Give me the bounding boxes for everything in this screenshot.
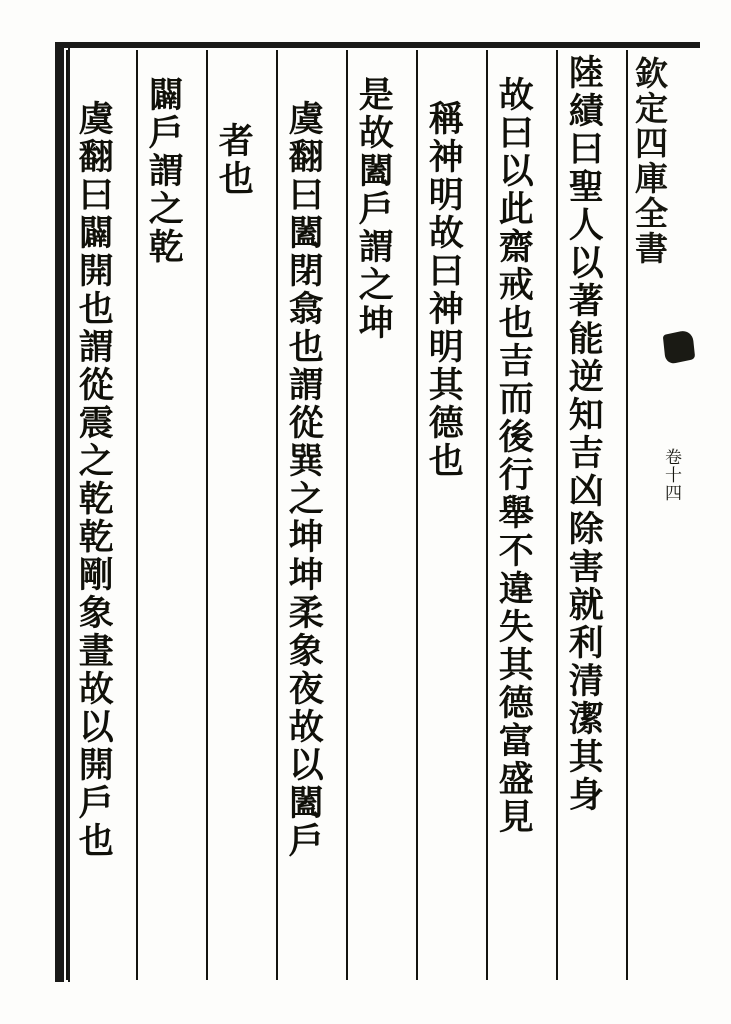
column-text: 闢戶謂之乾 [143,76,185,266]
text-column [346,50,416,980]
text-column [206,50,276,980]
column-text: 是故闔戶謂之坤 [353,76,395,342]
text-column [556,50,626,980]
column-text: 陸績曰聖人以著能逆知吉凶除害就利清潔其身 [563,54,605,814]
column-text: 者也 [213,122,255,198]
text-column-container [72,50,700,980]
column-text: 虞翻曰闢開也謂從震之乾乾剛象晝故以開戶也 [73,100,115,860]
text-column [136,50,206,980]
book-title: 欽定四庫全書 [630,56,669,266]
text-column [416,50,486,980]
column-text: 虞翻曰闔閉翕也謂從巽之坤坤柔象夜故以闔戶 [283,100,325,860]
column-text: 故曰以此齋戒也吉而後行舉不違失其德富盛見 [493,76,535,836]
text-column [276,50,346,980]
text-column [66,50,136,980]
column-text: 稱神明故曰神明其德也 [423,100,465,480]
text-column [486,50,556,980]
banner-column-spacer [626,50,700,980]
volume-label: 卷十四 [661,448,681,502]
